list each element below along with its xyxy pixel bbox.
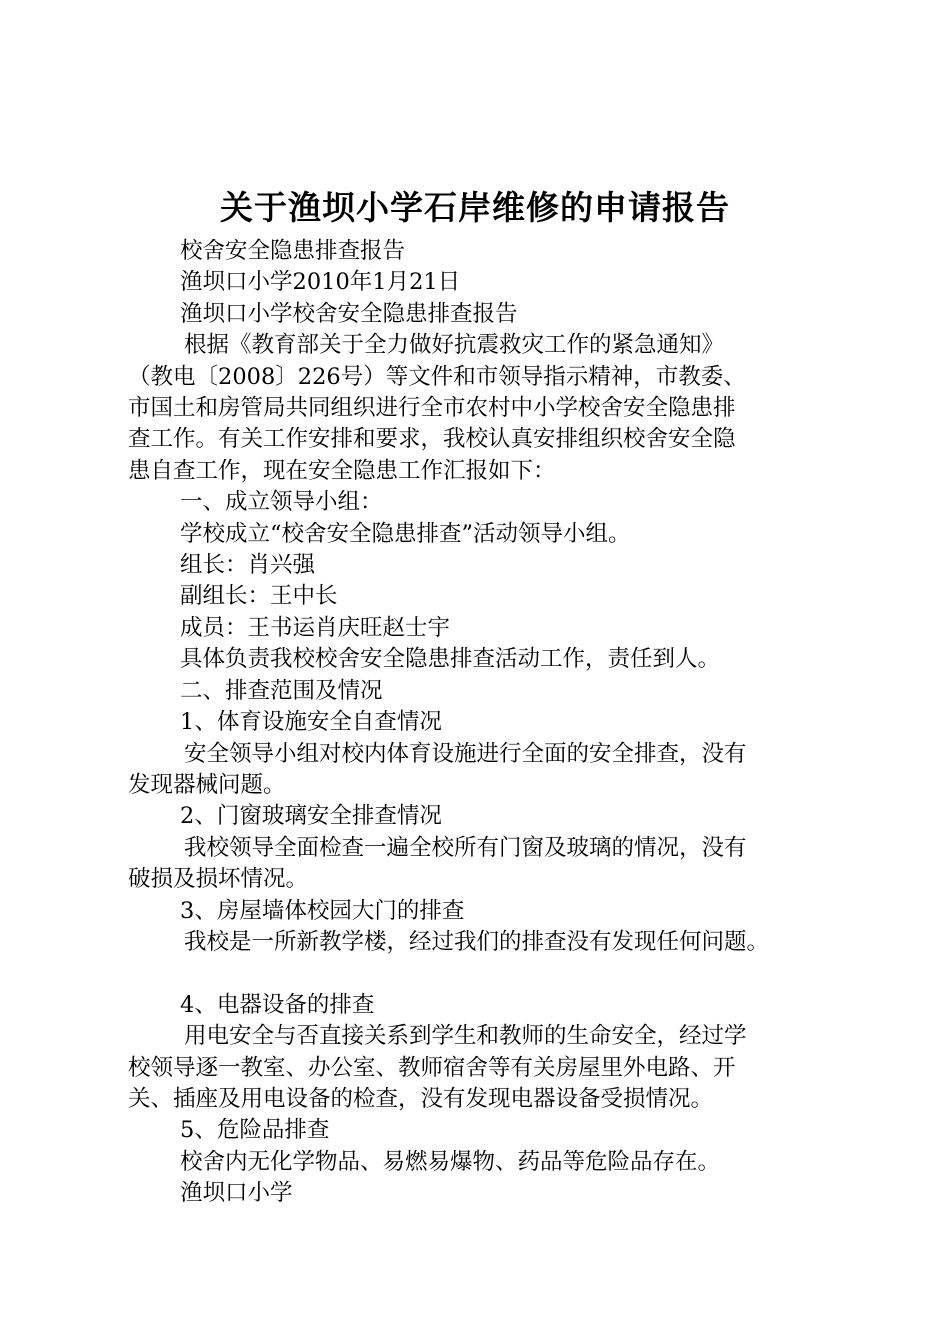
subsection-heading: 5、危险品排查 (180, 1117, 330, 1144)
body-line: 安全领导小组对校内体育设施进行全面的安全排查，没有 (184, 740, 747, 767)
body-line: 校领导逐一教室、办公室、教师宿舍等有关房屋里外电路、开 (128, 1054, 736, 1081)
body-line: 破损及损坏情况。 (128, 866, 309, 893)
body-line: 根据《教育部关于全力做好抗震救灾工作的紧急通知》 (184, 332, 725, 359)
body-line: 校舍安全隐患排查报告 (180, 238, 406, 264)
body-line: 成员：王书运肖庆旺赵士宇 (180, 614, 451, 641)
blank-line (128, 958, 850, 989)
document-title: 关于渔坝小学石岸维修的申请报告 (220, 188, 730, 227)
body-line: 关、插座及用电设备的检查，没有发现电器设备受损情况。 (128, 1085, 714, 1112)
document-body (128, 236, 850, 1210)
body-line: 我校领导全面检查一遍全校所有门窗及玻璃的情况，没有 (184, 834, 747, 861)
subsection-heading: 1、体育设施安全自查情况 (180, 709, 442, 736)
body-line: （教电〔2008〕226号）等文件和市领导指示精神，市教委、 (128, 363, 746, 390)
subsection-heading: 3、房屋墙体校园大门的排查 (180, 897, 465, 924)
subsection-heading: 4、电器设备的排查 (180, 991, 375, 1018)
body-line: 渔坝口小学2010年1月21日 (180, 269, 461, 296)
body-line: 具体负责我校校舍安全隐患排查活动工作，责任到人。 (180, 646, 721, 673)
body-line: 副组长：王中长 (180, 583, 338, 610)
body-line: 患自查工作，现在安全隐患工作汇报如下： (128, 457, 556, 484)
body-line: 我校是一所新教学楼，经过我们的排查没有发现任何问题。 (184, 928, 770, 955)
section-heading: 一、成立领导小组： (180, 489, 383, 516)
body-line: 查工作。有关工作安排和要求，我校认真安排组织校舍安全隐 (128, 426, 736, 453)
body-line: 用电安全与否直接关系到学生和教师的生命安全，经过学 (184, 1023, 747, 1050)
body-line: 发现器械问题。 (128, 771, 286, 798)
section-heading: 二、排查范围及情况 (180, 677, 383, 704)
subsection-heading: 2、门窗玻璃安全排查情况 (180, 803, 442, 830)
body-line: 组长：肖兴强 (180, 552, 316, 579)
body-line: 市国土和房管局共同组织进行全市农村中小学校舍安全隐患排 (128, 395, 736, 422)
body-line: 校舍内无化学物品、易燃易爆物、药品等危险品存在。 (180, 1148, 721, 1175)
body-line: 学校成立“校舍安全隐患排查”活动领导小组。 (180, 520, 631, 547)
body-line: 渔坝口小学校舍安全隐患排查报告 (180, 300, 518, 327)
signature-line: 渔坝口小学 (180, 1180, 293, 1207)
